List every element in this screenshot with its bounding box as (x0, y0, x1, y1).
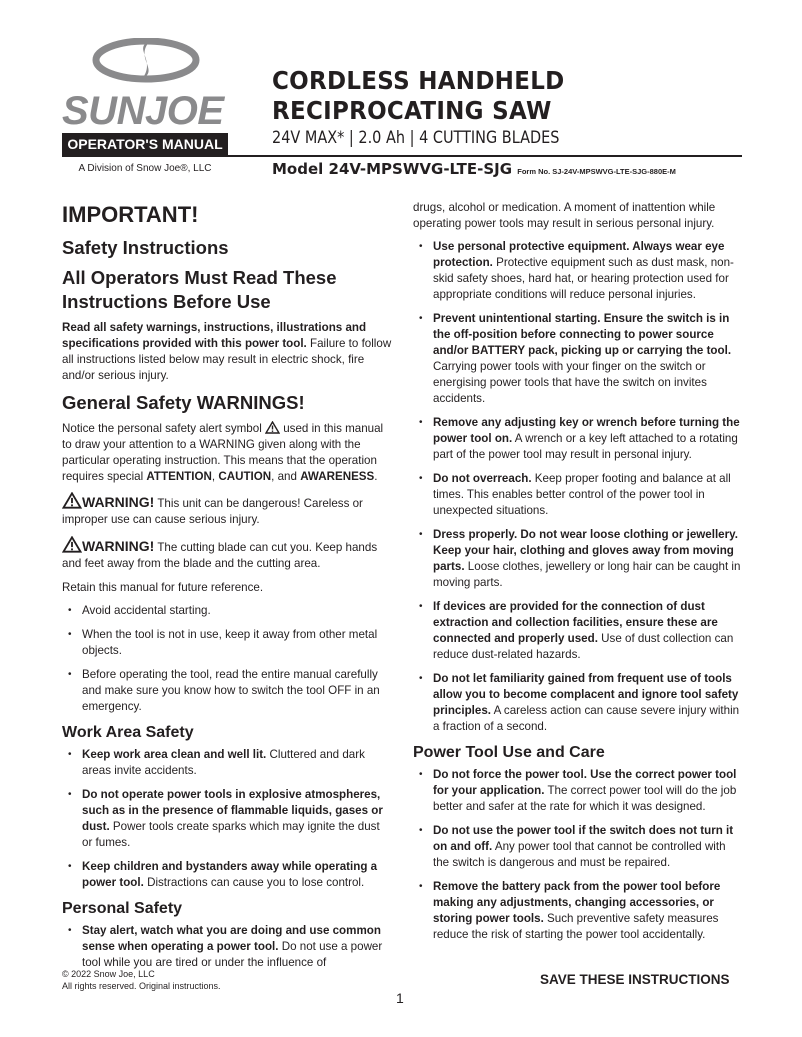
bold-text: AWARENESS (300, 470, 375, 483)
bullet-list (62, 603, 392, 715)
text: The correct power tool will do the job better and safer at the rate for which it was designed. (433, 784, 737, 813)
bold-text: If devices are provided for the connection of dust extraction and collection facilities, ensure these are connected and properly used. (433, 600, 718, 645)
model-number: Model 24V-MPSWVG-LTE-SJG (272, 160, 513, 178)
paragraph (62, 421, 392, 485)
text: Power tools create sparks which may ignite the dust or fumes. (82, 820, 380, 849)
list-item (413, 239, 743, 303)
bold-text: Do not let familiarity gained from frequent use of tools allow you to become complacent and ignore tool safety principles. (433, 672, 739, 717)
bold-text: Keep children and bystanders away while operating a power tool. (82, 860, 378, 889)
list-item (62, 747, 392, 779)
paragraph (413, 200, 743, 232)
list-item (62, 787, 392, 851)
bold-text: Prevent unintentional starting. Ensure the switch is in the off-position before connecting to power source and/or BATTERY pack, picking up or carrying the tool. (433, 312, 732, 357)
text: A careless action can cause severe injury within a fraction of a second. (433, 704, 740, 733)
page-number: 1 (396, 990, 404, 1006)
text: Failure to follow all instructions listed below may result in electric shock, fire and/or serious injury. (62, 337, 392, 382)
list-item (62, 667, 392, 715)
text: Any power tool that cannot be controlled with the switch is dangerous and must be repaired. (433, 840, 726, 869)
bold-text: Read all safety warnings, instructions, illustrations and specifications provided with this power tool. (62, 321, 367, 350)
text: , (211, 470, 219, 483)
list-item (413, 599, 743, 663)
heading: Power Tool Use and Care (413, 744, 605, 761)
heading: General Safety WARNINGS! (62, 392, 305, 413)
text: Do not use a power tool while you are tired or under the influence of (82, 940, 383, 969)
text: A wrench or a key left attached to a rotating part of the power tool may result in personal injury. (433, 432, 738, 461)
sunjoe-logo (62, 38, 230, 128)
warning-notice (62, 492, 392, 528)
list-item (413, 879, 743, 943)
text: Avoid accidental starting. (82, 604, 211, 617)
list-item (62, 627, 392, 659)
form-number: Form No. SJ-24V-MPSWVG-LTE-SJG-880E-M (517, 167, 676, 176)
text: Distractions can cause you to lose control. (143, 876, 365, 889)
bold-text: Do not use the power tool if the switch does not turn it on and off. (433, 824, 734, 853)
list-item (413, 311, 743, 407)
text: used in this manual to draw your attention to a WARNING given along with the particular operating instruction. This means that the operation requires special (62, 422, 384, 483)
warning-label: WARNING! (82, 538, 155, 554)
bold-text: ATTENTION (146, 470, 212, 483)
text: drugs, alcohol or medication. A moment of inattention while operating power tools may result in serious personal injury. (413, 201, 716, 230)
text: Protective equipment such as dust mask, non-skid safety shoes, hard hat, or hearing protection used for appropriate conditions will reduce personal injuries. (433, 256, 734, 301)
bullet-list (62, 747, 392, 891)
rights-line: All rights reserved. Original instructions. (62, 981, 221, 991)
bold-text: Dress properly. Do not wear loose clothing or jewellery. Keep your hair, clothing and gloves away from moving parts. (433, 528, 738, 573)
heading: IMPORTANT! (62, 202, 199, 227)
bold-text: CAUTION (218, 470, 272, 483)
title-line-1: CORDLESS HANDHELD (272, 66, 565, 95)
warning-triangle-icon (62, 497, 82, 510)
warning-text: The cutting blade can cut you. Keep hands and feet away from the blade and the cutting area. (62, 541, 378, 570)
alert-triangle-icon (265, 422, 280, 435)
warning-text: This unit can be dangerous! Careless or improper use can cause serious injury. (62, 497, 363, 526)
list-item (62, 859, 392, 891)
bold-text: Use personal protective equipment. Always wear eye protection. (433, 240, 725, 269)
list-item (62, 923, 392, 971)
bold-text: Remove the battery pack from the power tool before making any adjustments, changing accessories, or storing power tools. (433, 880, 721, 925)
bold-text: Do not force the power tool. Use the correct power tool for your application. (433, 768, 737, 797)
text: Before operating the tool, read the entire manual carefully and make sure you know how to switch the tool OFF in an emergency. (82, 668, 380, 713)
list-item (413, 471, 743, 519)
bold-text: Stay alert, watch what you are doing and use common sense when operating a power tool. (82, 924, 381, 953)
text: Retain this manual for future reference. (62, 581, 264, 594)
text: Loose clothes, jewellery or long hair can be caught in moving parts. (433, 560, 741, 589)
warning-notice (62, 536, 392, 572)
model-line (272, 160, 676, 178)
text: Keep proper footing and balance at all times. This enables better control of the power tool in unexpected situations. (433, 472, 731, 517)
bullet-list (413, 767, 743, 943)
svg-text:SUNJOE: SUNJOE (62, 89, 224, 128)
product-title (272, 66, 565, 126)
text: Use of dust collection can reduce dust-related hazards. (433, 632, 734, 661)
list-item (62, 603, 392, 619)
operators-manual-label: OPERATOR'S MANUAL (62, 133, 228, 155)
heading: All Operators Must Read These Instructions Before Use (62, 267, 337, 312)
text: . (374, 470, 378, 483)
list-item (413, 527, 743, 591)
right-column (413, 200, 743, 951)
heading: Work Area Safety (62, 724, 194, 741)
list-item (413, 415, 743, 463)
copyright (62, 968, 221, 992)
product-subtitle: 24V MAX* | 2.0 Ah | 4 CUTTING BLADES (272, 128, 560, 148)
bold-text: Remove any adjusting key or wrench before turning the power tool on. (433, 416, 740, 445)
list-item (413, 767, 743, 815)
bullet-list (62, 923, 392, 971)
list-item (413, 671, 743, 735)
header-rule (62, 155, 742, 157)
heading: Safety Instructions (62, 237, 229, 258)
bullet-list (413, 239, 743, 735)
warning-label: WARNING! (82, 494, 155, 510)
list-item (413, 823, 743, 871)
title-line-2: RECIPROCATING SAW (272, 96, 552, 125)
bold-text: Keep work area clean and well lit. (82, 748, 267, 761)
text: Notice the personal safety alert symbol (62, 422, 265, 435)
bold-text: Do not overreach. (433, 472, 532, 485)
warning-triangle-icon (62, 541, 82, 554)
text: , and (271, 470, 301, 483)
left-column (62, 200, 392, 979)
bold-text: Do not operate power tools in explosive atmospheres, such as in the presence of flammable liquids, gases or dust. (82, 788, 383, 833)
paragraph (62, 580, 392, 596)
heading: Personal Safety (62, 900, 183, 917)
paragraph (62, 320, 392, 384)
text: Such preventive safety measures reduce the risk of starting the power tool accidentally. (433, 912, 719, 941)
division-text: A Division of Snow Joe®, LLC (78, 163, 212, 174)
text: Cluttered and dark areas invite accidents. (82, 748, 365, 777)
text: When the tool is not in use, keep it away from other metal objects. (82, 628, 378, 657)
copyright-line: © 2022 Snow Joe, LLC (62, 969, 155, 979)
save-instructions: SAVE THESE INSTRUCTIONS (540, 972, 730, 987)
text: Carrying power tools with your finger on the switch or energising power tools that have the switch on invites accidents. (433, 360, 707, 405)
